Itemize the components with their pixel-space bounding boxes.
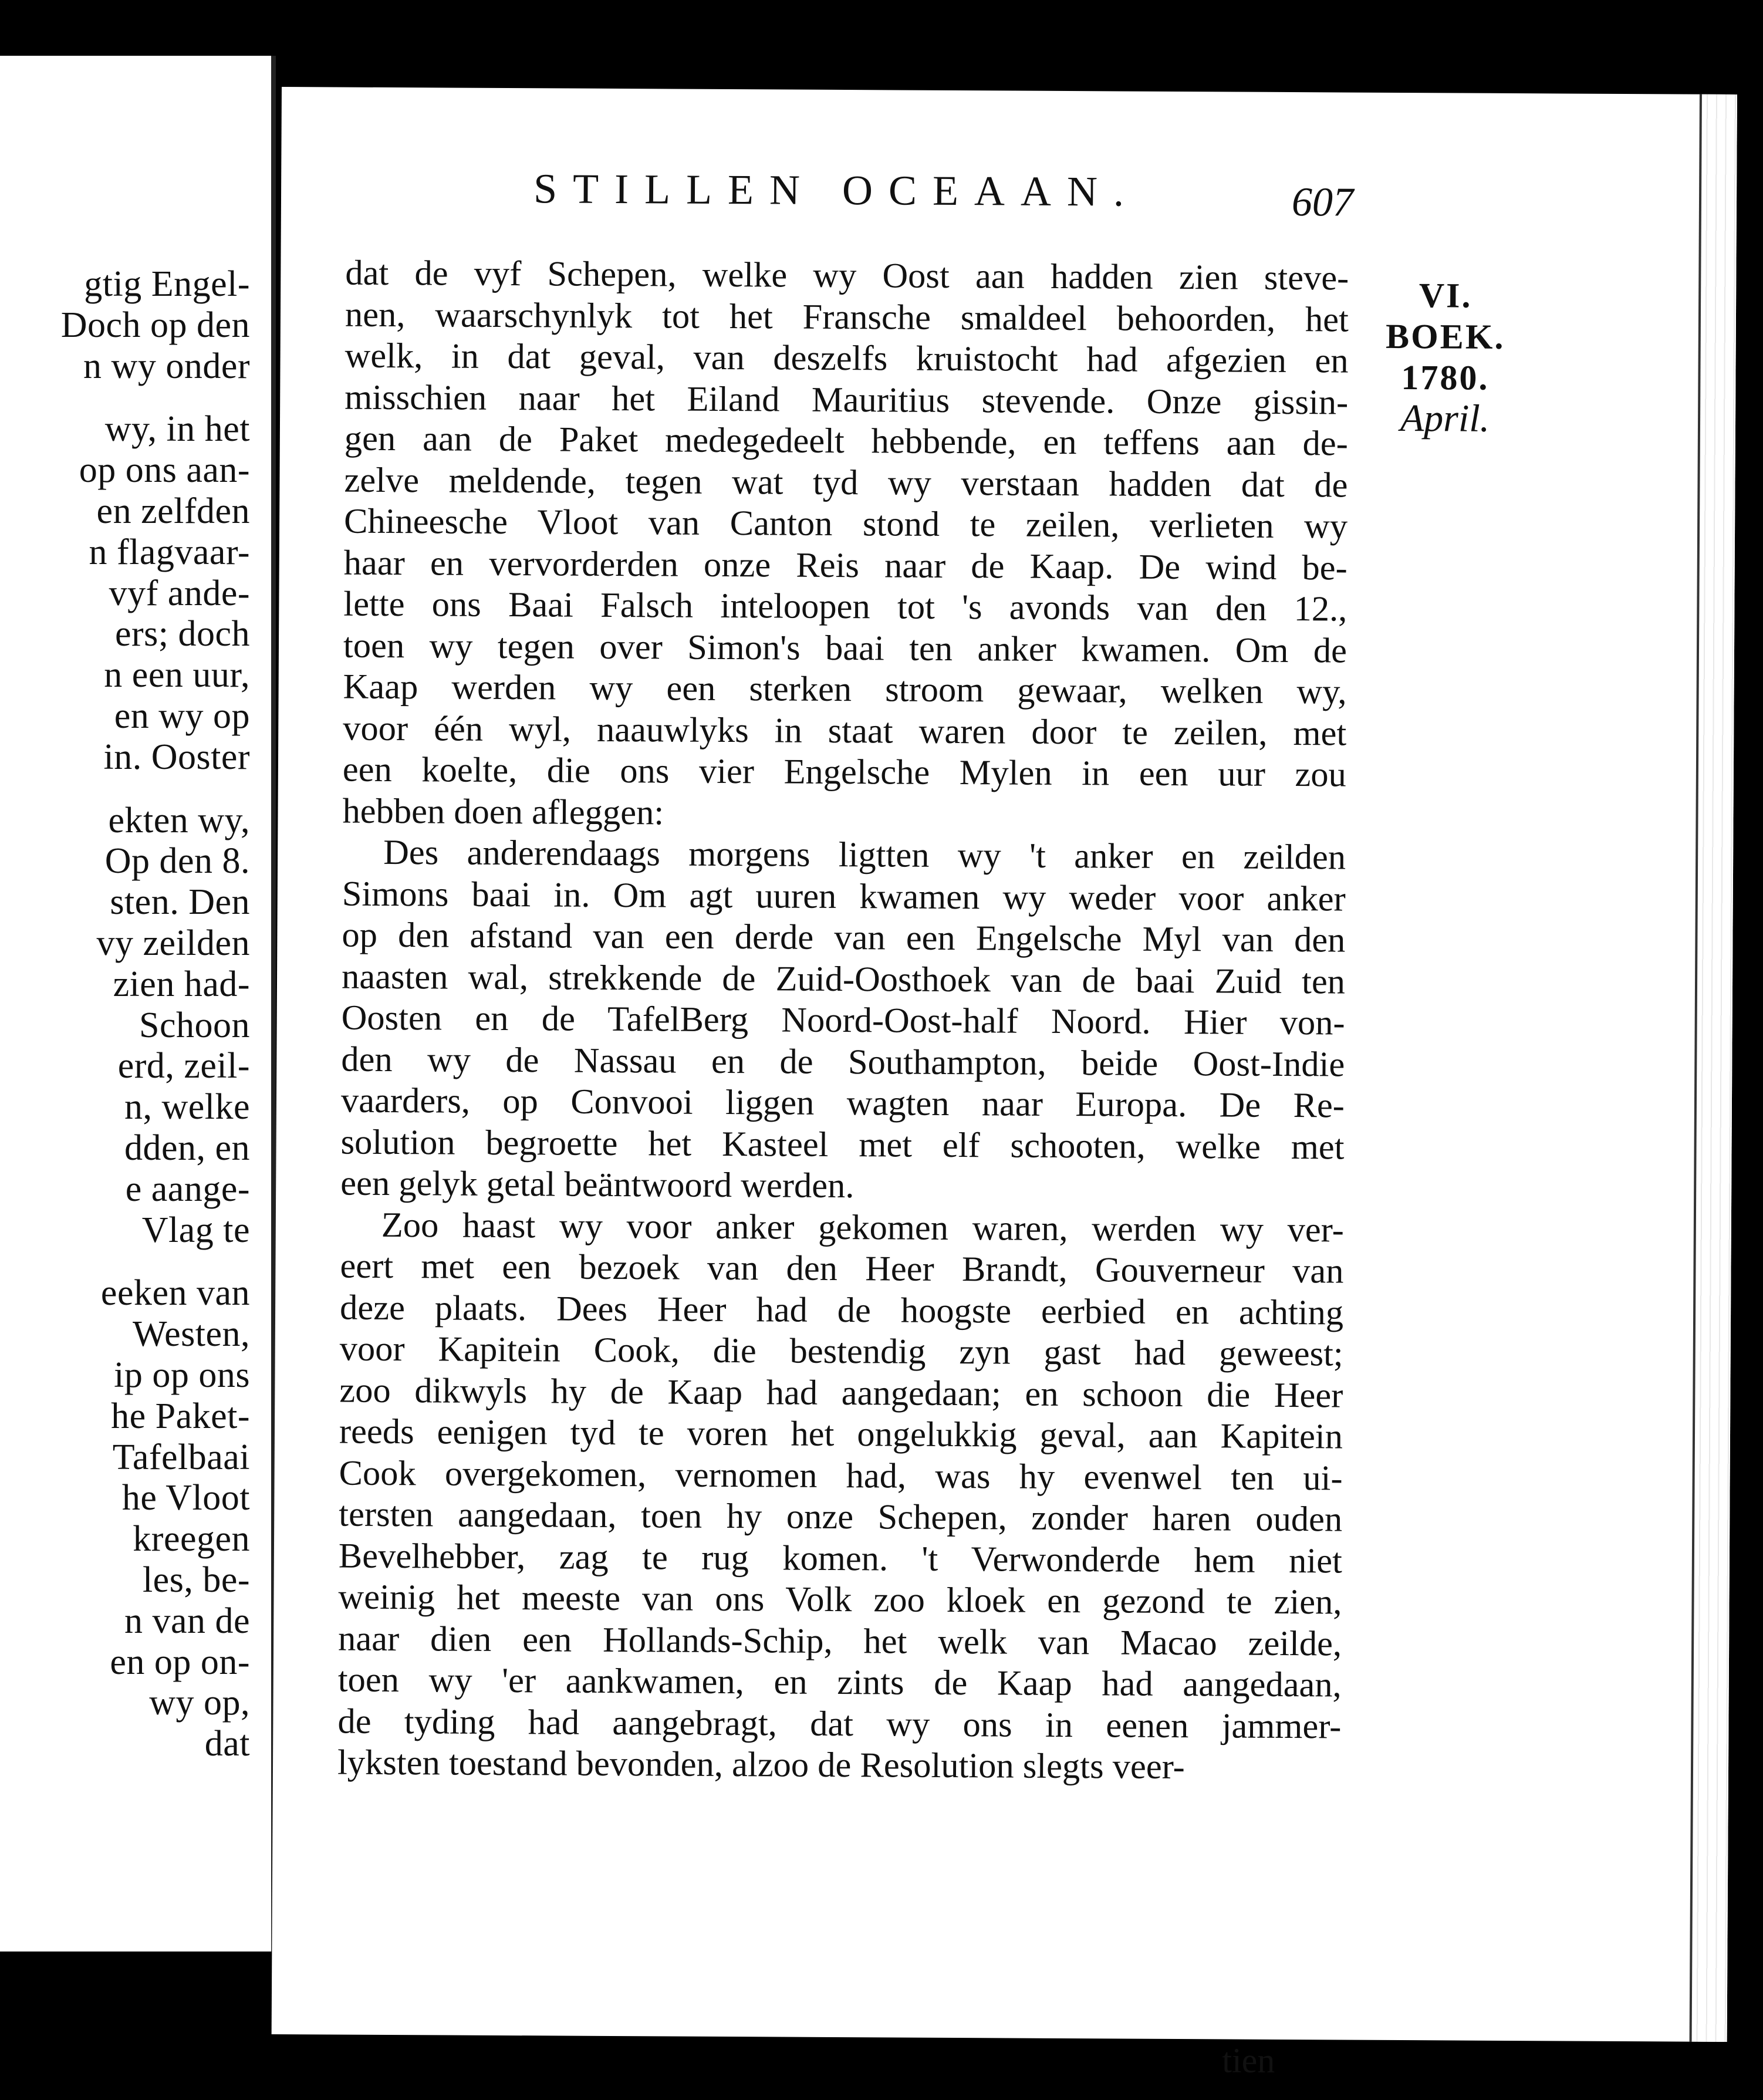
- body-line: de tyding had aangebragt, dat wy ons in eenen jammer-: [337, 1701, 1342, 1746]
- body-line: weinig het meeste van ons Volk zoo kloek en gezond te zien,: [338, 1577, 1342, 1622]
- left-line: e aange-: [125, 1169, 250, 1209]
- body-line: een gelyk getal beäntwoord werden.: [340, 1163, 855, 1206]
- left-line: vyf ande-: [109, 573, 250, 613]
- body-line: Oosten en de TafelBerg Noord-Oost-half Noord. Hier von-: [341, 998, 1345, 1043]
- body-text: [337, 253, 1349, 1789]
- body-line: vaarders, op Convooi liggen wagten naar Europa. De Re-: [340, 1081, 1345, 1126]
- left-line: Tafelbaai: [112, 1437, 250, 1477]
- left-page-text: [0, 264, 250, 1765]
- margin-note-month: April.: [1400, 396, 1490, 440]
- margin-note: [1383, 275, 1507, 440]
- left-line: op ons aan-: [79, 450, 250, 491]
- left-line: en zelfden: [96, 491, 250, 531]
- body-line: voor Kapitein Cook, die bestendig zyn gast had geweest;: [339, 1329, 1343, 1374]
- left-line: vy zeilden: [96, 923, 250, 963]
- body-line: Zoo haast wy voor anker gekomen waren, werden wy ver-: [381, 1205, 1345, 1250]
- body-line: deze plaats. Dees Heer had de hoogste eerbied en achting: [339, 1288, 1344, 1333]
- body-line: lette ons Baai Falsch inteloopen tot 's avonds van den 12.,: [343, 584, 1347, 629]
- left-line: n, welke: [124, 1087, 250, 1127]
- left-line: n flagvaar-: [89, 532, 250, 572]
- left-line: dat: [204, 1724, 250, 1764]
- body-line: nen, waarschynlyk tot het Fransche smaldeel behoorden, het: [345, 295, 1349, 340]
- right-page: [272, 87, 1737, 2080]
- left-line: Vlag te: [141, 1210, 250, 1250]
- left-line: eeken van: [100, 1273, 250, 1314]
- body-line: hebben doen afleggen:: [342, 791, 664, 832]
- body-line: Kaap werden wy een sterken stroom gewaar, welken wy,: [343, 667, 1347, 712]
- left-line: n van de: [124, 1601, 250, 1641]
- body-line: misschien naar het Eiland Mauritius stevende. Onze gissin-: [345, 377, 1349, 423]
- left-line: sten. Den: [110, 882, 250, 923]
- body-line: tersten aangedaan, toen hy onze Schepen, zonder haren ouden: [339, 1494, 1343, 1539]
- left-line: Schoon: [139, 1005, 250, 1045]
- body-line: reeds eenigen tyd te voren het ongelukkig geval, aan Kapitein: [339, 1412, 1343, 1457]
- body-line: welk, in dat geval, van deszelfs kruistocht had afgezien en: [345, 336, 1349, 381]
- body-line: naar dien een Hollands-Schip, het welk van Macao zeilde,: [337, 1619, 1342, 1663]
- margin-note-book: VI.: [1418, 276, 1472, 315]
- left-line: en wy op: [114, 696, 250, 736]
- left-line: zien had-: [113, 964, 250, 1004]
- left-line-gap: [0, 387, 250, 409]
- body-line: den wy de Nassau en de Southampton, beide Oost-Indie: [341, 1039, 1345, 1085]
- body-line: toen wy tegen over Simon's baai ten anker kwamen. Om de: [343, 626, 1347, 671]
- left-line: erd, zeil-: [117, 1046, 250, 1086]
- page-number: 607: [1291, 180, 1354, 225]
- body-line: haar en vervorderden onze Reis naar de Kaap. De wind be-: [343, 543, 1347, 588]
- body-line: zelve meldende, tegen wat tyd wy verstaan hadden dat de: [344, 460, 1348, 505]
- body-line: zoo dikwyls hy de Kaap had aangedaan; en schoon die Heer: [339, 1370, 1343, 1415]
- running-head: STILLEN OCEAAN.: [533, 165, 1140, 215]
- body-line: naasten wal, strekkende de Zuid-Oosthoek van de baai Zuid ten: [341, 957, 1346, 1002]
- left-line: n wy onder: [83, 346, 250, 386]
- body-line: solution begroette het Kasteel met elf schooten, welke met: [340, 1122, 1345, 1167]
- left-line: wy op,: [149, 1683, 250, 1723]
- left-line: gtig Engel-: [84, 264, 250, 304]
- body-line: eert met een bezoek van den Heer Brandt, Gouverneur van: [340, 1246, 1344, 1291]
- left-line: Op den 8.: [104, 841, 250, 882]
- body-line: voor één wyl, naauwlyks in staat waren door te zeilen, met: [343, 708, 1347, 754]
- left-line: en op on-: [110, 1642, 250, 1682]
- left-line: Doch op den: [60, 305, 250, 345]
- body-line: een koelte, die ons vier Engelsche Mylen in een uur zou: [342, 749, 1347, 795]
- left-line: dden, en: [124, 1127, 250, 1168]
- body-line: dat de vyf Schepen, welke wy Oost aan hadden zien steve-: [345, 253, 1349, 298]
- body-line: Chineesche Vloot van Canton stond te zeilen, verlieten wy: [343, 501, 1348, 546]
- left-line: ip op ons: [114, 1355, 250, 1395]
- body-line: Bevelhebber, zag te rug komen. 't Verwonderde hem niet: [338, 1536, 1343, 1581]
- margin-note-year: 1780.: [1401, 357, 1490, 397]
- body-line: gen aan de Paket medegedeelt hebbende, en teffens aan de-: [344, 418, 1349, 464]
- left-line: in. Ooster: [103, 737, 250, 777]
- catchword: tien: [1222, 2041, 1275, 2080]
- left-line: ers; doch: [114, 614, 250, 654]
- left-line: n een uur,: [104, 655, 250, 696]
- body-line: op den afstand van een derde van een Engelsche Myl van den: [342, 915, 1346, 960]
- left-line: he Vloot: [121, 1478, 250, 1518]
- left-line-gap: [0, 778, 250, 801]
- left-line: he Paket-: [111, 1396, 250, 1436]
- left-line-gap: [0, 1251, 250, 1273]
- left-line: wy, in het: [104, 409, 250, 450]
- left-line: Westen,: [133, 1314, 250, 1355]
- body-line: toen wy 'er aankwamen, en zints de Kaap had aangedaan,: [337, 1660, 1342, 1705]
- left-line: les, be-: [142, 1559, 250, 1600]
- left-line: ekten wy,: [108, 800, 250, 840]
- body-line: Simons baai in. Om agt uuren kwamen wy weder voor anker: [342, 874, 1346, 919]
- body-line: lyksten toestand bevonden, alzoo de Resolution slegts veer-: [337, 1743, 1185, 1787]
- body-line: Cook overgekomen, vernomen had, was hy evenwel ten ui-: [339, 1453, 1343, 1498]
- body-line: Des anderendaags morgens ligtten wy 't anker en zeilden: [383, 832, 1346, 877]
- left-page: [0, 56, 276, 1952]
- left-line: kreegen: [133, 1519, 250, 1559]
- margin-note-boek: BOEK.: [1385, 316, 1505, 356]
- page-edge: [1690, 94, 1737, 2042]
